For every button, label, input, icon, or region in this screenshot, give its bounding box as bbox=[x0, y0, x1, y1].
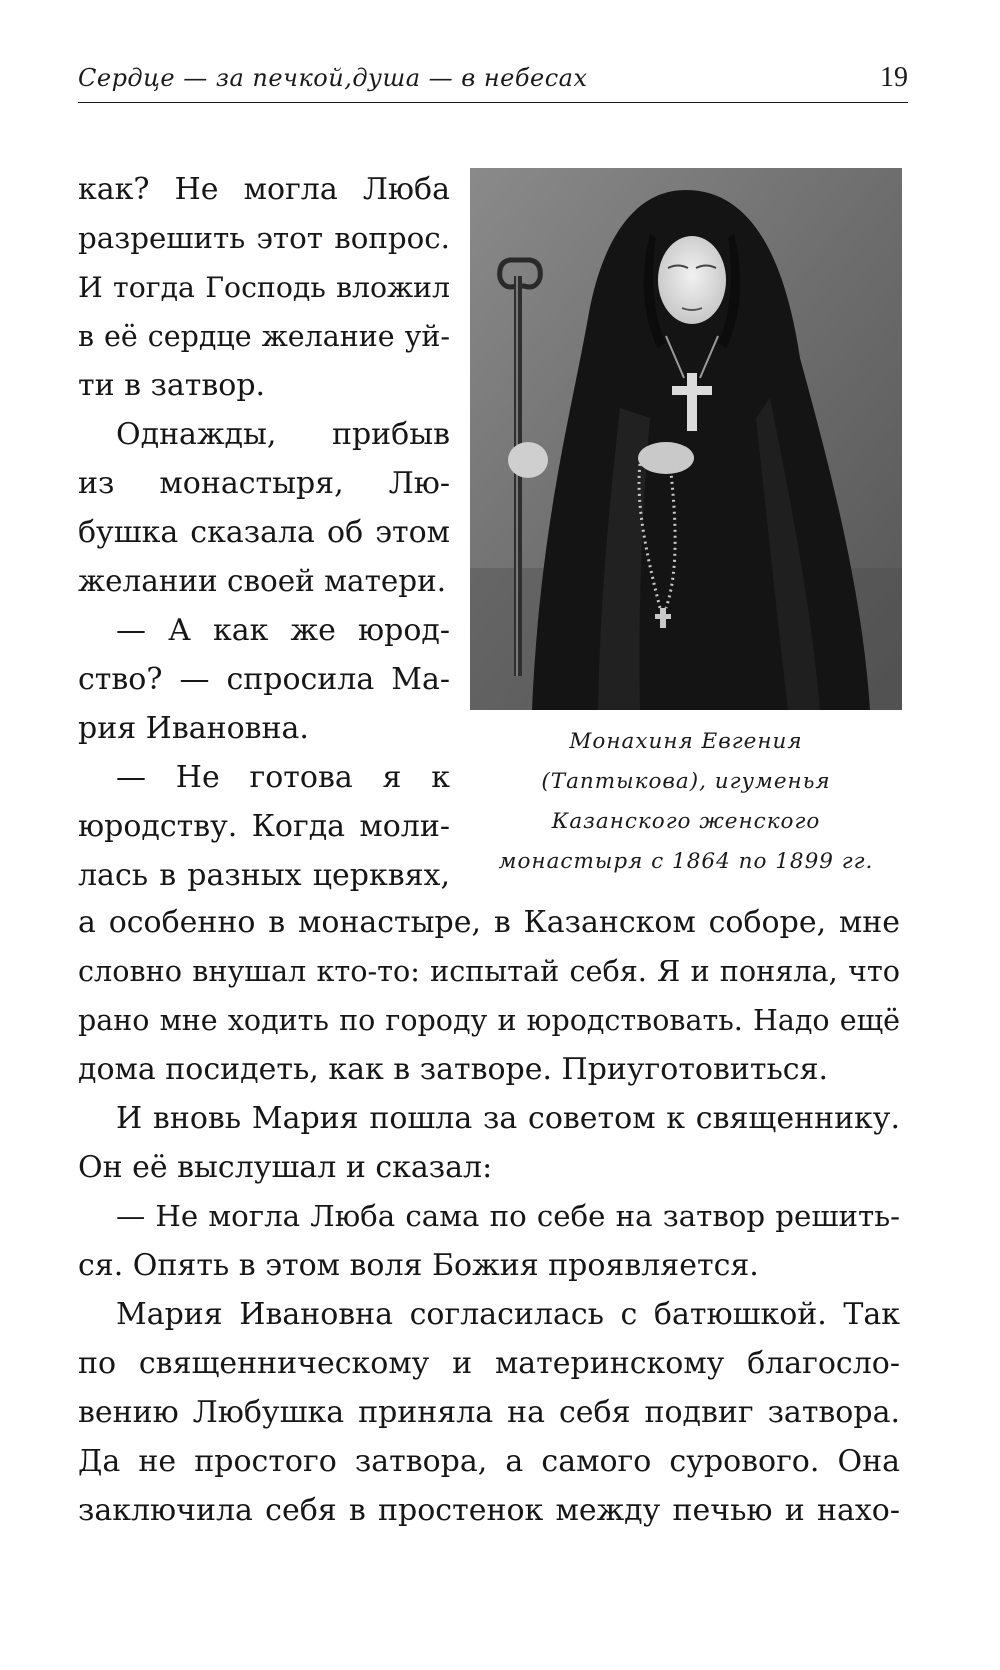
text-line: в её сердце желание уй- bbox=[78, 320, 450, 353]
text-line: лась в разных церквях, bbox=[78, 858, 450, 893]
photo-caption bbox=[470, 722, 902, 882]
text-line: заключила себя в простенок между печью и нахо- bbox=[78, 1493, 900, 1528]
text-line: И вновь Мария пошла за советом к священнику. bbox=[116, 1101, 900, 1136]
text-line: ство? — спросила Ма- bbox=[78, 662, 450, 697]
text-line: а особенно в монастыре, в Казанском соборе, мне bbox=[78, 905, 900, 940]
text-line: — Не могла Люба сама по себе на затвор решить- bbox=[116, 1199, 900, 1233]
text-line: вению Любушка приняла на себя подвиг затвора. bbox=[78, 1395, 900, 1430]
text-line: юродству. Когда моли- bbox=[78, 809, 450, 844]
caption-line: монастыря с 1864 по 1899 гг. bbox=[498, 849, 874, 874]
nun-portrait-photo bbox=[470, 168, 902, 710]
text-line: — А как же юрод- bbox=[116, 613, 450, 648]
text-line: из монастыря, Лю- bbox=[78, 466, 450, 501]
text-line: ти в затвор. bbox=[78, 368, 266, 403]
text-line: — Не готова я к bbox=[116, 760, 450, 795]
narrow-text-column bbox=[78, 165, 450, 900]
text-line: словно внушал кто-то: испытай себя. Я и поняла, что bbox=[78, 954, 900, 988]
caption-line: Казанского женского bbox=[551, 809, 821, 834]
text-line: рия Ивановна. bbox=[78, 711, 309, 746]
running-header bbox=[78, 62, 908, 103]
text-line: Он её выслушал и сказал: bbox=[78, 1150, 493, 1185]
text-line: по священническому и материнскому благосло- bbox=[78, 1346, 900, 1381]
caption-line: Монахиня Евгения bbox=[569, 729, 803, 754]
text-line: как? Не могла Люба bbox=[78, 172, 450, 207]
text-line: ся. Опять в этом воля Божия проявляется. bbox=[78, 1248, 759, 1283]
text-line: желании своей матери. bbox=[78, 564, 447, 598]
text-line: бушка сказала об этом bbox=[78, 515, 450, 550]
page-number: 19 bbox=[880, 62, 908, 93]
text-line: рано мне ходить по городу и юродствовать. Надо ещё bbox=[78, 1004, 900, 1037]
running-header-title: Сердце — за печкой,душа — в небесах bbox=[78, 64, 588, 92]
text-line: И тогда Господь вложил bbox=[78, 271, 450, 304]
text-line: дома посидеть, как в затворе. Приуготовиться. bbox=[78, 1052, 829, 1087]
text-line: Однажды, прибыв bbox=[116, 417, 450, 452]
caption-line: (Таптыкова), игуменья bbox=[541, 769, 831, 794]
text-line: Да не простого затвора, а самого сурового. Она bbox=[78, 1444, 900, 1479]
text-line: разрешить этот вопрос. bbox=[78, 221, 450, 255]
full-width-text bbox=[78, 898, 900, 1535]
text-line: Мария Ивановна согласилась с батюшкой. Так bbox=[116, 1297, 900, 1332]
